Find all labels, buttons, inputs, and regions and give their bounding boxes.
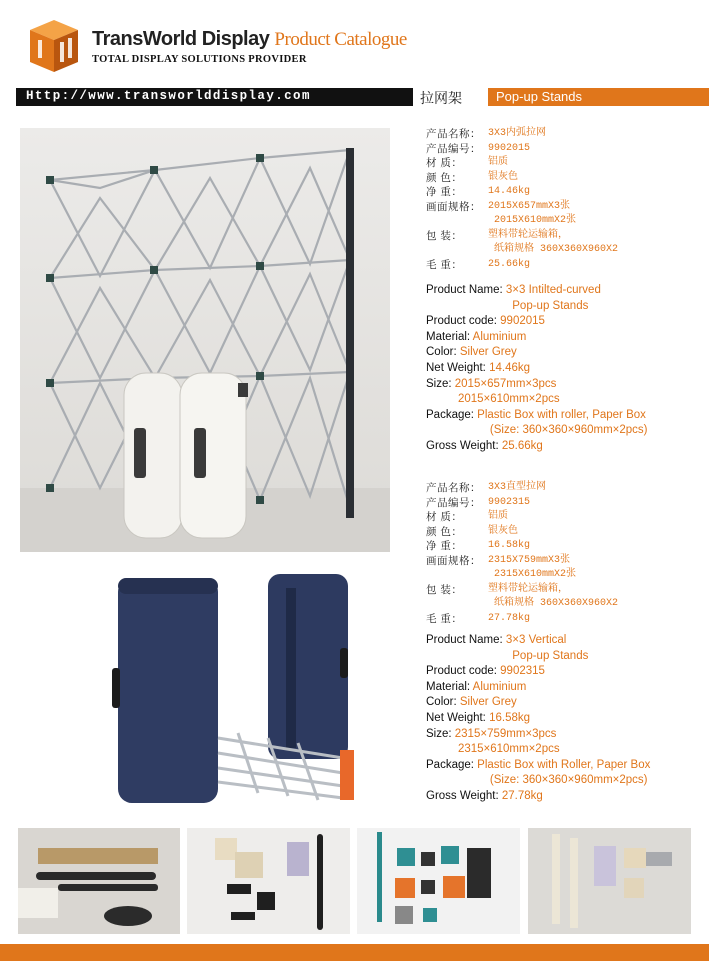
spec-row: Net Weight: 16.58kg	[426, 711, 531, 724]
spec-row: (Size: 360×360×960mm×2pcs)	[426, 774, 648, 787]
product1-cn-specs	[426, 127, 618, 272]
spec-row: Size: 2015×657mm×3pcs	[426, 377, 557, 390]
spec-row: 产品编号： 9902015	[426, 142, 531, 155]
spec-row: Size: 2315×759mm×3pcs	[426, 727, 557, 740]
spec-row: Product Name: 3×3 Vertical	[426, 634, 567, 646]
spec-row: 包 装： 塑料带轮运输箱，	[426, 583, 568, 596]
spec-row: 产品编号： 9902315	[426, 496, 531, 509]
spec-row: Color: Silver Grey	[426, 696, 517, 709]
spec-row: Net Weight: 14.46kg	[426, 361, 531, 374]
spec-row: Package: Plastic Box with roller, Paper Box	[426, 408, 646, 421]
spec-row: Product Name: 3×3 Intilted-curved	[426, 284, 601, 296]
spec-row: 材 质： 铝质	[426, 157, 508, 169]
spec-row: 毛 重： 27.78kg	[426, 612, 531, 625]
spec-row: 产品名称： 3X3直型拉网	[426, 482, 547, 494]
spec-row: 2015×610mm×2pcs	[426, 393, 560, 406]
spec-row: Material: Aluminium	[426, 680, 527, 693]
spec-row: Pop-up Stands	[426, 649, 589, 662]
product2-cn-specs	[426, 481, 618, 626]
spec-row: 净 重： 14.46kg	[426, 186, 531, 198]
spec-row: 画面规格： 2315X759mmX3张	[426, 554, 571, 567]
accessory-thumb-1	[18, 828, 180, 934]
section-title-en: Pop-up Stands	[496, 89, 583, 104]
brand-title	[92, 28, 407, 51]
carry-bags-photo	[108, 568, 370, 812]
website-url[interactable]: Http://www.transworlddisplay.com	[26, 89, 311, 103]
footer-bar	[0, 944, 709, 961]
accessory-thumb-4	[528, 828, 691, 934]
product1-en-specs	[426, 283, 647, 455]
spec-row: 材 质： 铝质	[426, 511, 508, 523]
spec-row: 纸箱规格 360X360X960X2	[488, 598, 619, 609]
spec-row: 包 装： 塑料带轮运输箱，	[426, 229, 568, 242]
spec-row: 画面规格： 2015X657mmX3张	[426, 200, 571, 213]
product2-en-specs	[426, 633, 650, 805]
spec-row: 颜 色： 银灰色	[426, 171, 518, 184]
spec-row: Gross Weight: 27.78kg	[426, 789, 543, 802]
section-title-bar	[488, 88, 709, 106]
tagline: TOTAL DISPLAY SOLUTIONS PROVIDER	[92, 54, 307, 65]
accessory-thumb-2	[187, 828, 350, 934]
spec-row: 2315×610mm×2pcs	[426, 743, 560, 756]
spec-row: Gross Weight: 25.66kg	[426, 439, 543, 452]
spec-row: 净 重： 16.58kg	[426, 540, 531, 552]
spec-row: 颜 色： 银灰色	[426, 525, 518, 538]
spec-row: (Size: 360×360×960mm×2pcs)	[426, 424, 648, 437]
spec-row: 产品名称： 3X3内弧拉网	[426, 128, 547, 140]
popup-frame-photo	[20, 128, 390, 552]
spec-row: Pop-up Stands	[426, 299, 589, 312]
spec-row: Color: Silver Grey	[426, 346, 517, 359]
spec-row: 2015X610mmX2张	[488, 215, 577, 226]
spec-row: 2315X610mmX2张	[488, 569, 577, 580]
section-title-cn: 拉网架	[420, 90, 462, 106]
spec-row: 纸箱规格 360X360X960X2	[488, 244, 619, 255]
spec-row: 毛 重： 25.66kg	[426, 258, 531, 271]
spec-row: Product code: 9902315	[426, 665, 545, 678]
accessory-thumb-3	[357, 828, 520, 934]
spec-row: Material: Aluminium	[426, 330, 527, 343]
url-bar	[16, 88, 413, 106]
spec-row: Package: Plastic Box with Roller, Paper Box	[426, 758, 651, 771]
spec-row: Product code: 9902015	[426, 315, 545, 328]
company-logo	[26, 18, 82, 74]
brand-name: TransWorld Display	[92, 28, 270, 50]
catalogue-label: Product Catalogue	[274, 29, 407, 50]
